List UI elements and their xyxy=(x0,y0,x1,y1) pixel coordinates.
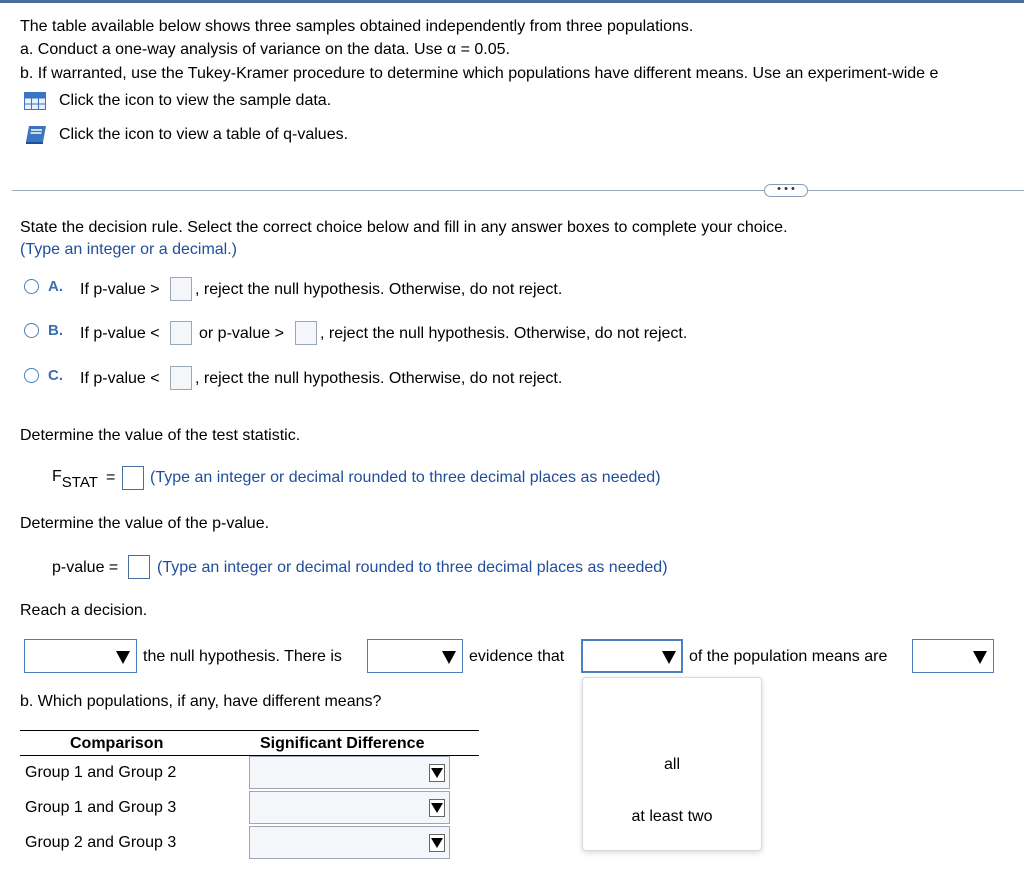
decision-quantity-select[interactable] xyxy=(581,639,683,673)
fstat-input[interactable] xyxy=(122,466,144,490)
table-header-significance: Significant Difference xyxy=(260,735,425,752)
option-b-pre: If p-value < xyxy=(80,325,160,342)
dropdown-option-at-least-two[interactable]: at least two xyxy=(631,808,713,825)
fstat-hint: (Type an integer or decimal rounded to three decimal places as needed) xyxy=(150,469,661,486)
significance-select-2-3[interactable] xyxy=(249,826,450,859)
decision-reject-select[interactable] xyxy=(24,639,137,673)
option-b-post: , reject the null hypothesis. Otherwise, do not reject. xyxy=(320,325,688,342)
decision-rule-prompt: State the decision rule. Select the correct choice below and fill in any answer boxes to complete your choice. xyxy=(20,219,788,236)
p-value-hint: (Type an integer or decimal rounded to three decimal places as needed) xyxy=(157,559,668,576)
chevron-down-icon xyxy=(429,799,445,817)
option-b-mid: or p-value > xyxy=(199,325,284,342)
fstat-label xyxy=(52,468,98,491)
option-c-post: , reject the null hypothesis. Otherwise, do not reject. xyxy=(195,370,563,387)
significance-select-1-2[interactable] xyxy=(249,756,450,789)
test-stat-prompt: Determine the value of the test statistic. xyxy=(20,427,301,444)
chevron-down-icon xyxy=(429,764,445,782)
table-top-rule xyxy=(20,730,479,731)
intro-line-2: a. Conduct a one-way analysis of variance on the data. Use α = 0.05. xyxy=(20,41,510,58)
radio-option-c[interactable] xyxy=(24,368,39,383)
chevron-down-icon xyxy=(442,651,456,664)
sample-data-link[interactable]: Click the icon to view the sample data. xyxy=(59,92,332,109)
significance-select-1-3[interactable] xyxy=(249,791,450,824)
option-a-pre: If p-value > xyxy=(80,281,160,298)
dropdown-option-all[interactable]: all xyxy=(663,756,680,773)
table-header-comparison: Comparison xyxy=(70,735,164,752)
part-b-prompt: b. Which populations, if any, have different means? xyxy=(20,693,382,710)
section-divider xyxy=(12,190,1024,191)
dropdown-popup xyxy=(582,677,762,851)
option-c-letter: C. xyxy=(48,367,63,384)
fstat-label-main: F xyxy=(52,468,62,485)
chevron-down-icon xyxy=(429,834,445,852)
decision-rule-hint: (Type an integer or a decimal.) xyxy=(20,241,237,258)
decision-text-2: evidence that xyxy=(469,648,565,665)
option-a-post: , reject the null hypothesis. Otherwise, do not reject. xyxy=(195,281,563,298)
book-icon[interactable] xyxy=(24,124,48,146)
chevron-down-icon xyxy=(973,651,987,664)
option-a-letter: A. xyxy=(48,278,63,295)
fstat-label-sub: STAT xyxy=(61,474,98,491)
option-b-letter: B. xyxy=(48,322,63,339)
p-value-label: p-value = xyxy=(52,559,119,576)
option-c-input[interactable] xyxy=(170,366,192,390)
intro-line-3: b. If warranted, use the Tukey-Kramer procedure to determine which populations have different means. Use an experiment-wide e xyxy=(20,65,939,82)
intro-line-1: The table available below shows three samples obtained independently from three populations. xyxy=(20,18,694,35)
chevron-down-icon xyxy=(116,651,130,664)
more-button[interactable]: • • • xyxy=(764,184,808,197)
decision-text-1: the null hypothesis. There is xyxy=(143,648,342,665)
decision-text-3: of the population means are xyxy=(689,648,888,665)
radio-option-a[interactable] xyxy=(24,279,39,294)
p-value-input[interactable] xyxy=(128,555,150,579)
p-value-prompt: Determine the value of the p-value. xyxy=(20,515,270,532)
chevron-down-icon xyxy=(662,651,676,664)
decision-prompt: Reach a decision. xyxy=(20,602,148,619)
table-row-label: Group 1 and Group 3 xyxy=(25,799,177,816)
decision-evidence-select[interactable] xyxy=(367,639,463,673)
decision-means-select[interactable] xyxy=(912,639,994,673)
q-values-link[interactable]: Click the icon to view a table of q-values. xyxy=(59,126,349,143)
option-a-input[interactable] xyxy=(170,277,192,301)
fstat-equals: = xyxy=(106,469,116,486)
option-b-input-lower[interactable] xyxy=(170,321,192,345)
table-row-label: Group 2 and Group 3 xyxy=(25,834,177,851)
option-b-input-upper[interactable] xyxy=(295,321,317,345)
radio-option-b[interactable] xyxy=(24,323,39,338)
top-accent-bar xyxy=(0,0,1024,3)
table-row-label: Group 1 and Group 2 xyxy=(25,764,177,781)
table-icon[interactable] xyxy=(24,92,46,110)
option-c-pre: If p-value < xyxy=(80,370,160,387)
